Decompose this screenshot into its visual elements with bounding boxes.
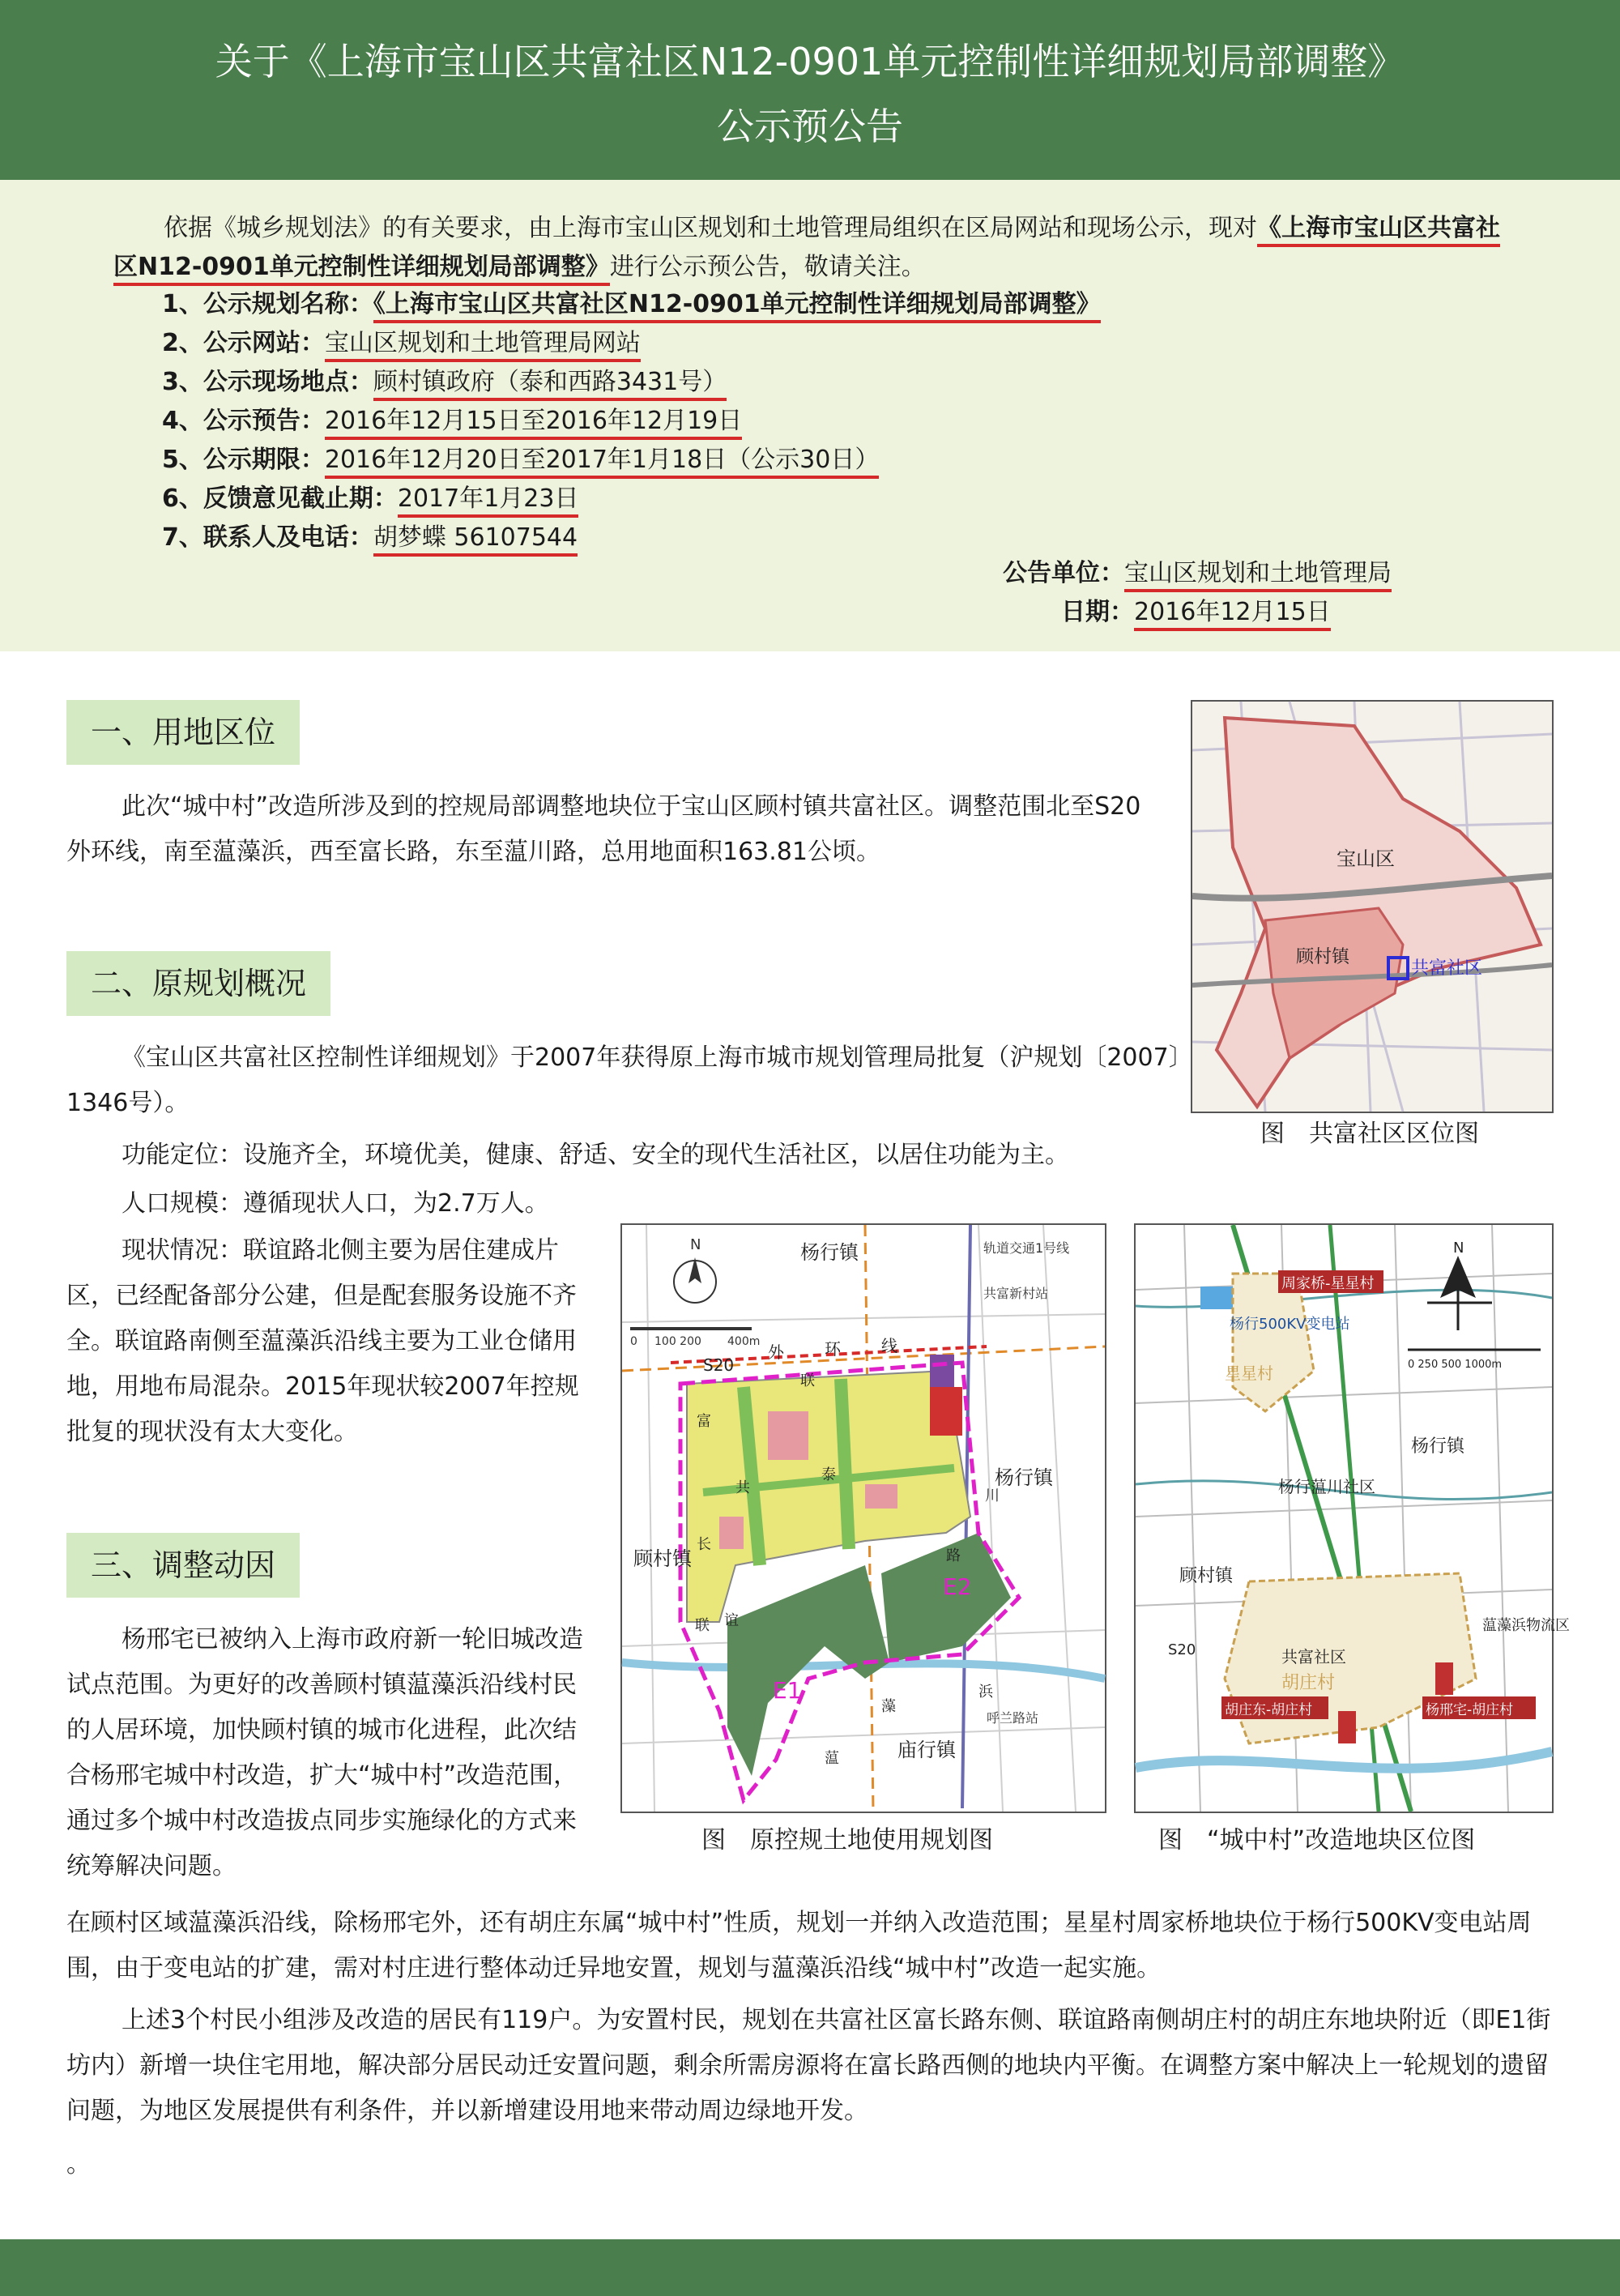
notice-item-location — [162, 363, 727, 402]
intro-text: 依据《城乡规划法》的有关要求，由上海市宝山区规划和土地管理局组织在区局网站和现场公示，现对 — [164, 214, 1257, 242]
landuse-label-ring-1: 外 — [768, 1342, 784, 1362]
landuse-road-lu: 路 — [946, 1547, 961, 1564]
landuse-label-yanghang-n: 杨行镇 — [800, 1241, 859, 1264]
section-heading-reason: 三、调整动因 — [66, 1533, 300, 1598]
landuse-road-zao: 藻 — [881, 1698, 896, 1715]
village-north-label: N — [1453, 1240, 1464, 1257]
landuse-label-ring-2: 环 — [825, 1339, 841, 1359]
plan-population-paragraph: 人口规模：遵循现状人口，为2.7万人。 — [122, 1189, 549, 1218]
village-label-logistics: 蕰藻浜物流区 — [1482, 1617, 1570, 1634]
item-value: 2016年12月15日至2016年12月19日 — [325, 407, 742, 440]
item-label: 3、公示现场地点： — [162, 368, 373, 396]
landuse-label-e1: E1 — [773, 1677, 802, 1704]
landuse-road-lianyi: 联 — [695, 1617, 710, 1634]
unit-value: 宝山区规划和土地管理局 — [1124, 559, 1392, 592]
village-map — [1134, 1223, 1570, 1813]
notice-block — [0, 180, 1620, 651]
landuse-road-tai: 泰 — [821, 1466, 836, 1483]
landuse-label-gucun: 顾村镇 — [633, 1547, 692, 1570]
village-label-gucun: 顾村镇 — [1179, 1566, 1234, 1586]
date-label: 日期： — [1061, 598, 1134, 626]
landuse-label-station: 共富新村站 — [983, 1286, 1049, 1301]
item-label: 7、联系人及电话： — [162, 523, 373, 552]
landuse-scale-1: 100 200 — [654, 1335, 701, 1348]
reason-paragraph-1: 杨邢宅已被纳入上海市政府新一轮旧城改造试点范围。为更好的改善顾村镇蕰藻浜沿线村民的人居环境，加快顾村镇的城市化进程，此次结合杨邢宅城中村改造，扩大“城中村”改造范围，通过多个城中村改造拔点同步实施绿化的方式来统筹解决问题。 — [66, 1625, 583, 1880]
landuse-label-miaohang: 庙行镇 — [897, 1739, 956, 1761]
village-map-graphic — [1136, 1225, 1570, 1812]
landuse-road-lian: 联 — [800, 1372, 815, 1389]
landuse-road-fu: 富 — [697, 1413, 711, 1430]
reason-paragraph-3: 上述3个村民小组涉及改造的居民有119户。为安置村民，规划在共富社区富长路东侧、联谊路南侧胡庄村的胡庄东地块附近（即E1街坊内）新增一块住宅用地，解决部分居民动迁安置问题，剩余所需房源将在富长路西侧的地块内平衡。在调整方案中解决上一轮规划的遗留问题，为地区发展提供有利条件，并以新增建设用地来带动周边绿地开发。 — [66, 2006, 1551, 2125]
notice-item-plan-name — [162, 285, 1101, 324]
landuse-map-caption: 图 原控规土地使用规划图 — [701, 1826, 993, 1854]
item-value: 胡梦蝶 56107544 — [373, 523, 578, 557]
notice-item-contact — [162, 519, 578, 557]
notice-item-website — [162, 324, 641, 363]
landuse-road-yun: 蕰 — [825, 1750, 839, 1767]
landuse-road-gong: 共 — [735, 1479, 750, 1496]
item-label: 1、公示规划名称： — [162, 290, 373, 318]
village-label-gongfu: 共富社区 — [1281, 1647, 1346, 1667]
page-title-line2: 公示预公告 — [717, 105, 903, 148]
intro-plan-name-2: 山区共富社区N12-0901单元控制性详细规划局部调整》 — [113, 214, 1500, 286]
map-label-town: 顾村镇 — [1296, 947, 1350, 967]
notice-item-deadline — [162, 480, 578, 519]
village-label-xingxing: 星星村 — [1225, 1364, 1273, 1383]
map-label-community: 共富社区 — [1411, 958, 1483, 979]
village-label-huzhuangdong: 胡庄东-胡庄村 — [1225, 1702, 1313, 1718]
landuse-map — [620, 1223, 1106, 1813]
section-heading-location: 一、用地区位 — [66, 700, 300, 765]
page-title-line1: 关于《上海市宝山区共富社区N12-0901单元控制性详细规划局部调整》 — [215, 40, 1405, 83]
item-label: 6、反馈意见截止期： — [162, 484, 398, 513]
reason-paragraph-2: 在顾村区域蕰藻浜沿线，除杨邢宅外，还有胡庄东属“城中村”性质，规划一并纳入改造范围；星星村周家桥地块位于杨行500KV变电站周围，由于变电站的扩建，需对村庄进行整体动迁异地安置，规划与蕰藻浜沿线“城中村”改造一起实施。 — [66, 1909, 1532, 1982]
village-label-huzhuang: 胡庄村 — [1281, 1673, 1336, 1693]
item-value: 2017年1月23日 — [398, 484, 579, 518]
plan-status-paragraph: 现状情况：联谊路北侧主要为居住建成片区，已经配备部分公建，但是配套服务设施不齐全。联谊路南侧至蕰藻浜沿线主要为工业仓储用地，用地布局混杂。2015年现状较2007年控规批复的现状没有太大变化。 — [66, 1236, 579, 1446]
village-label-yunchuan: 杨行蕰川社区 — [1278, 1477, 1375, 1496]
landuse-label-yanghang-e: 杨行镇 — [995, 1466, 1053, 1489]
landuse-road-chuan: 川 — [985, 1487, 1000, 1504]
notice-date — [1061, 593, 1331, 632]
page-header — [0, 0, 1620, 180]
map-label-district: 宝山区 — [1336, 847, 1395, 870]
landuse-road-yi: 谊 — [724, 1612, 739, 1629]
landuse-label-e2: E2 — [943, 1573, 972, 1600]
landuse-scale-2: 400m — [727, 1335, 761, 1348]
landuse-road-bang: 浜 — [978, 1684, 993, 1701]
intro-plan-name-1: 《上海市宝 — [1257, 214, 1379, 247]
village-label-substation: 杨行500KV变电站 — [1230, 1316, 1350, 1333]
village-label-yangxingzhai: 杨邢宅-胡庄村 — [1426, 1702, 1514, 1718]
plan-approval-paragraph: 《宝山区共富社区控制性详细规划》于2007年获得原上海市城市规划管理局批复（沪规划〔2007〕1346号）。 — [66, 1043, 1181, 1117]
village-map-caption: 图 “城中村”改造地块区位图 — [1158, 1826, 1476, 1854]
landuse-label-s20: S20 — [703, 1355, 735, 1375]
landuse-map-graphic — [622, 1225, 1105, 1812]
landuse-road-chang: 长 — [697, 1536, 711, 1553]
notice-unit — [1003, 554, 1392, 593]
item-value: 2016年12月20日至2017年1月18日（公示30日） — [325, 446, 879, 479]
item-label: 5、公示期限： — [162, 446, 325, 474]
item-label: 2、公示网站： — [162, 329, 325, 357]
section-heading-original-plan: 二、原规划概况 — [66, 951, 330, 1016]
item-value: 顾村镇政府（泰和西路3431号） — [373, 368, 727, 401]
village-scale-label: 0 250 500 1000m — [1408, 1359, 1503, 1371]
item-label: 4、公示预告： — [162, 407, 325, 435]
date-value: 2016年12月15日 — [1134, 598, 1331, 631]
village-label-yanghang: 杨行镇 — [1411, 1436, 1465, 1457]
plan-function-paragraph: 功能定位：设施齐全，环境优美，健康、舒适、安全的现代生活社区，以居住功能为主。 — [122, 1141, 1069, 1169]
trailing-mark: 。 — [66, 2150, 91, 2179]
village-label-s20: S20 — [1168, 1641, 1196, 1658]
item-value: 《上海市宝山区共富社区N12-0901单元控制性详细规划局部调整》 — [373, 290, 1101, 323]
location-map-caption: 图 共富社区区位图 — [1260, 1120, 1479, 1148]
notice-item-period — [162, 441, 879, 480]
landuse-north-label: N — [690, 1236, 701, 1253]
section-location-paragraph: 此次“城中村”改造所涉及到的控规局部调整地块位于宝山区顾村镇共富社区。调整范围北至S20外环线，南至蕰藻浜，西至富长路，东至蕰川路，总用地面积163.81公顷。 — [66, 792, 1141, 866]
item-value: 宝山区规划和土地管理局网站 — [325, 329, 641, 362]
unit-label: 公告单位： — [1003, 559, 1124, 587]
location-map — [1191, 700, 1554, 1113]
landuse-label-metro: 轨道交通1号线 — [983, 1240, 1070, 1256]
intro-text-end: 进行公示预公告，敬请关注。 — [609, 253, 926, 281]
page-footer-bar — [0, 2239, 1620, 2296]
landuse-scale-0: 0 — [630, 1335, 637, 1348]
landuse-label-ring-3: 线 — [881, 1336, 897, 1355]
village-label-zhoujiaqiao: 周家桥-星星村 — [1281, 1275, 1375, 1292]
notice-intro — [113, 209, 1523, 287]
location-map-graphic — [1192, 702, 1552, 1112]
landuse-label-hulan: 呼兰路站 — [987, 1710, 1039, 1726]
notice-item-preview — [162, 402, 742, 441]
